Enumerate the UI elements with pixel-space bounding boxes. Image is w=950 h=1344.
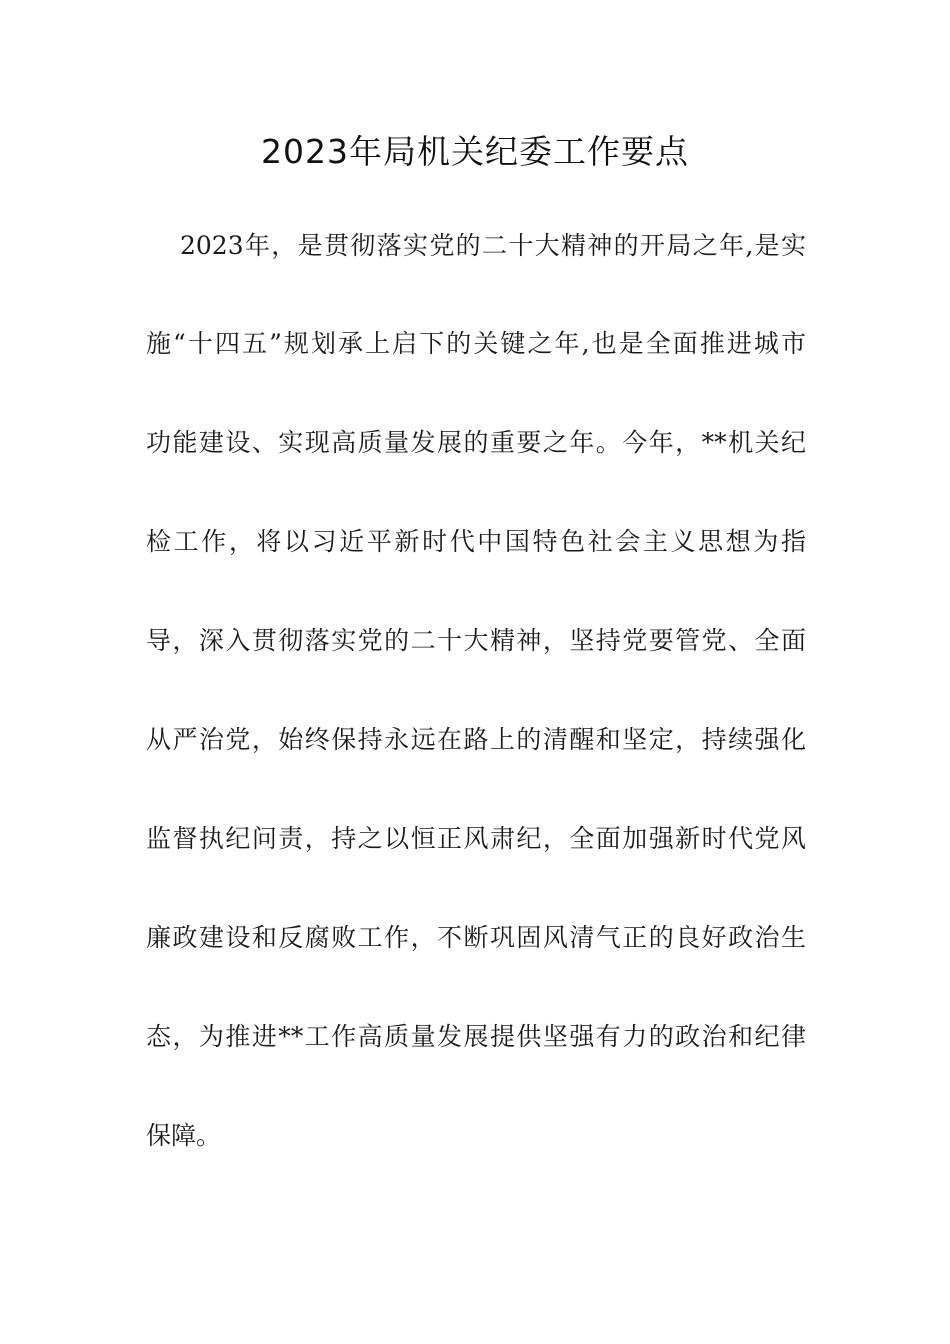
paragraph-line: 态，为推进**工作高质量发展提供坚强有力的政治和纪律	[146, 1022, 806, 1051]
paragraph-line: 廉政建设和反腐败工作，不断巩固风清气正的良好政治生	[146, 923, 806, 952]
paragraph-line: 检工作，将以习近平新时代中国特色社会主义思想为指	[146, 527, 806, 556]
paragraph-line: 监督执纪问责，持之以恒正风肃纪，全面加强新时代党风	[146, 824, 806, 853]
paragraph-line: 施“十四五”规划承上启下的关键之年,也是全面推进城市	[146, 329, 806, 358]
paragraph-line: 保障。	[146, 1121, 222, 1150]
paragraph-line: 功能建设、实现高质量发展的重要之年。今年，**机关纪	[146, 428, 806, 457]
paragraph-line: 导，深入贯彻落实党的二十大精神，坚持党要管党、全面	[146, 626, 806, 655]
paragraph-line: 从严治党，始终保持永远在路上的清醒和坚定，持续强化	[146, 725, 806, 754]
paragraph-line: 2023年，是贯彻落实党的二十大精神的开局之年,是实	[180, 231, 806, 260]
document-title: 2023年局机关纪委工作要点	[261, 132, 689, 171]
